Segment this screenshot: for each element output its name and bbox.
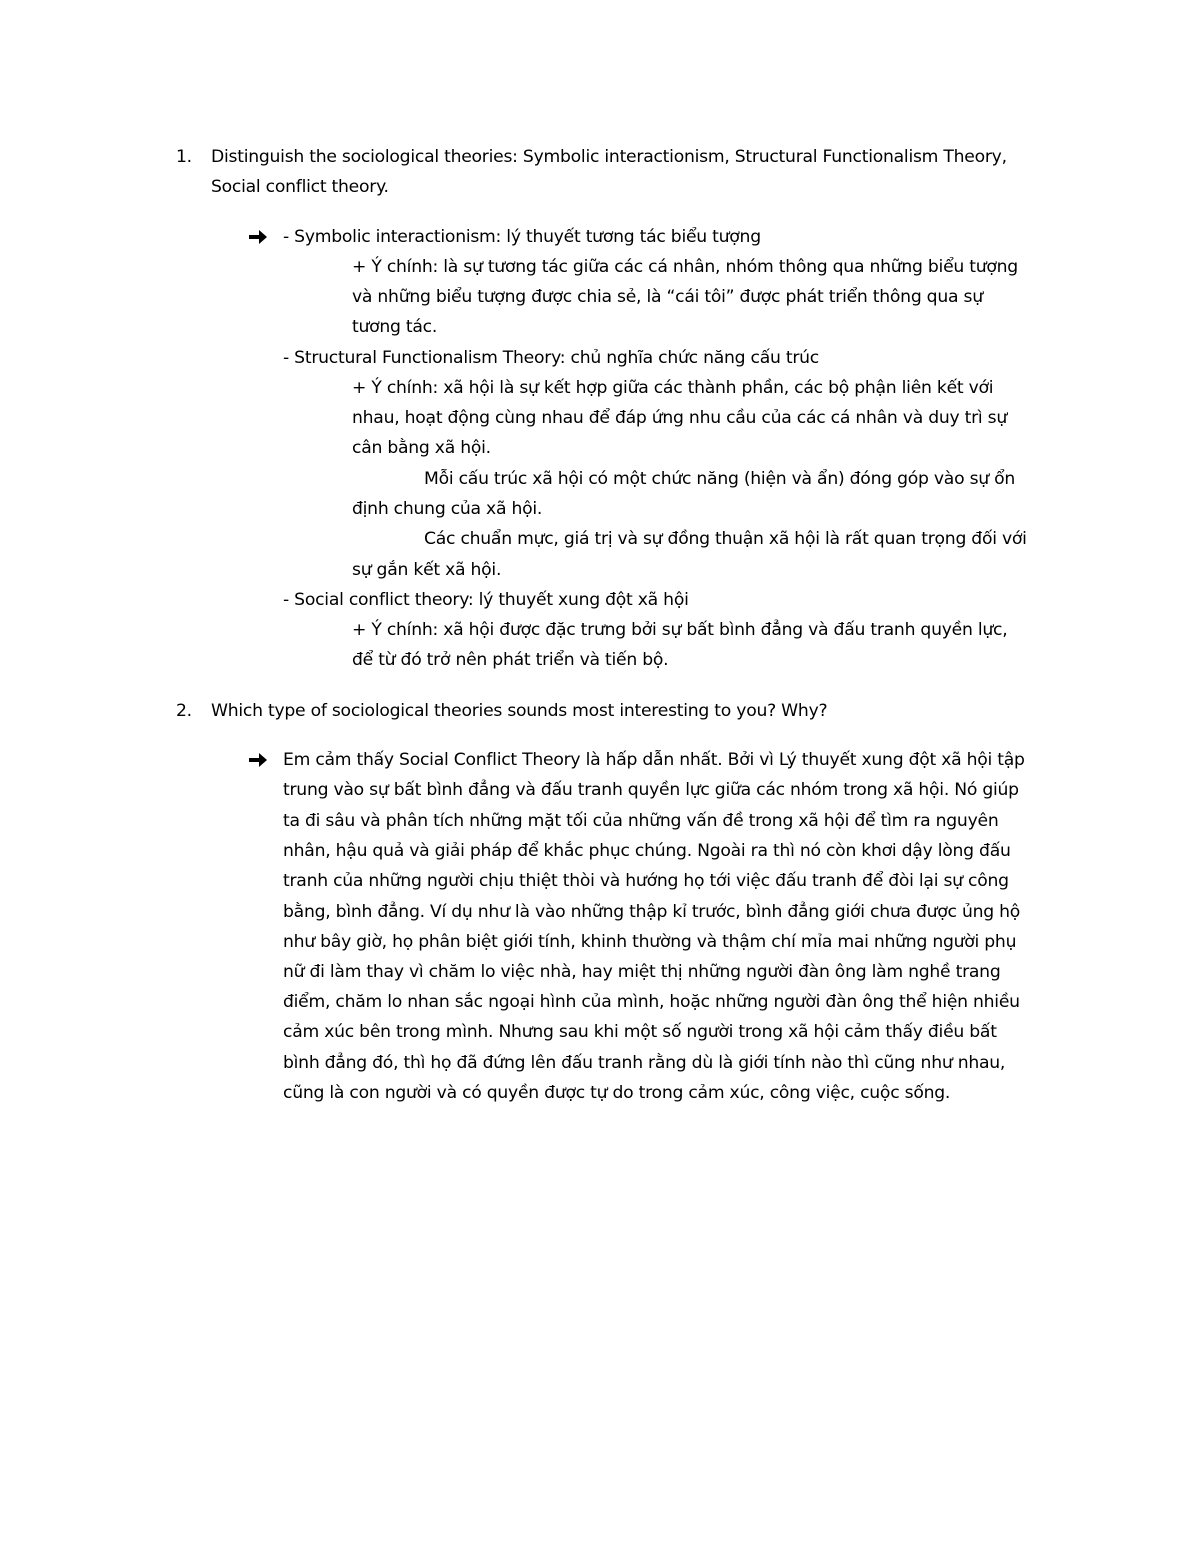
answer-2-line: Em cảm thấy Social Conflict Theory là hấp dẫn nhất. Bởi vì Lý thuyết xung đột xã hội tập <box>283 750 1025 770</box>
structural-main-line-1: + Ý chính: xã hội là sự kết hợp giữa các thành phần, các bộ phận liên kết với <box>352 378 994 398</box>
answer-2-line: bình đẳng đó, thì họ đã đứng lên đấu tranh rằng dù là giới tính nào thì cũng như nhau, <box>283 1053 1006 1073</box>
symbolic-main-line-1: + Ý chính: là sự tương tác giữa các cá nhân, nhóm thông qua những biểu tượng <box>352 257 1018 277</box>
symbolic-heading: - Symbolic interactionism: lý thuyết tương tác biểu tượng <box>283 227 761 247</box>
right-arrow-icon <box>247 226 269 248</box>
structural-point-2-line-2: sự gắn kết xã hội. <box>352 560 502 580</box>
conflict-heading: - Social conflict theory: lý thuyết xung đột xã hội <box>283 590 689 610</box>
answer-2-line: ta đi sâu và phân tích những mặt tối của những vấn đề trong xã hội để tìm ra nguyên <box>283 811 999 831</box>
conflict-main-line-1: + Ý chính: xã hội được đặc trưng bởi sự bất bình đẳng và đấu tranh quyền lực, <box>352 620 1008 640</box>
answer-2-line: nữ đi làm thay vì chăm lo việc nhà, hay miệt thị những người đàn ông làm nghề trang <box>283 962 1001 982</box>
structural-point-1-line-2: định chung của xã hội. <box>352 499 543 519</box>
answer-2-line: cũng là con người và có quyền được tự do trong cảm xúc, công việc, cuộc sống. <box>283 1083 951 1103</box>
structural-main-line-3: cân bằng xã hội. <box>352 438 491 458</box>
question-2-number: 2. <box>176 701 192 721</box>
symbolic-main-line-3: tương tác. <box>352 317 438 337</box>
right-arrow-icon <box>247 749 269 771</box>
conflict-main-line-2: để từ đó trở nên phát triển và tiến bộ. <box>352 650 669 670</box>
question-1-text-line-1: Distinguish the sociological theories: Symbolic interactionism, Structural Functionalism Theory, <box>211 147 1007 167</box>
question-2-text: Which type of sociological theories sounds most interesting to you? Why? <box>211 701 828 721</box>
answer-2-line: tranh của những người chịu thiệt thòi và hướng họ tới việc đấu tranh để đòi lại sự công <box>283 871 1009 891</box>
answer-2-line: cảm xúc bên trong mình. Nhưng sau khi một số người trong xã hội cảm thấy điều bất <box>283 1022 997 1042</box>
answer-2-line: như bây giờ, họ phân biệt giới tính, khinh thường và thậm chí mỉa mai những người phụ <box>283 932 1017 952</box>
symbolic-main-line-2: và những biểu tượng được chia sẻ, là “cái tôi” được phát triển thông qua sự <box>352 287 983 307</box>
structural-point-2-line-1: Các chuẩn mực, giá trị và sự đồng thuận xã hội là rất quan trọng đối với <box>424 529 1027 549</box>
answer-2-line: bằng, bình đẳng. Ví dụ như là vào những thập kỉ trước, bình đẳng giới chưa được ủng hộ <box>283 902 1021 922</box>
structural-point-1-line-1: Mỗi cấu trúc xã hội có một chức năng (hiện và ẩn) đóng góp vào sự ổn <box>424 469 1016 489</box>
question-1-text-line-2: Social conflict theory. <box>211 177 389 197</box>
structural-main-line-2: nhau, hoạt động cùng nhau để đáp ứng nhu cầu của các cá nhân và duy trì sự <box>352 408 1008 428</box>
answer-2-line: trung vào sự bất bình đẳng và đấu tranh quyền lực giữa các nhóm trong xã hội. Nó giúp <box>283 780 1019 800</box>
answer-2-line: nhân, hậu quả và giải pháp để khắc phục chúng. Ngoài ra thì nó còn khơi dậy lòng đấu <box>283 841 1011 861</box>
structural-heading: - Structural Functionalism Theory: chủ nghĩa chức năng cấu trúc <box>283 348 820 368</box>
answer-2-line: điểm, chăm lo nhan sắc ngoại hình của mình, hoặc những người đàn ông thể hiện nhiều <box>283 992 1020 1012</box>
question-1-number: 1. <box>176 147 192 167</box>
